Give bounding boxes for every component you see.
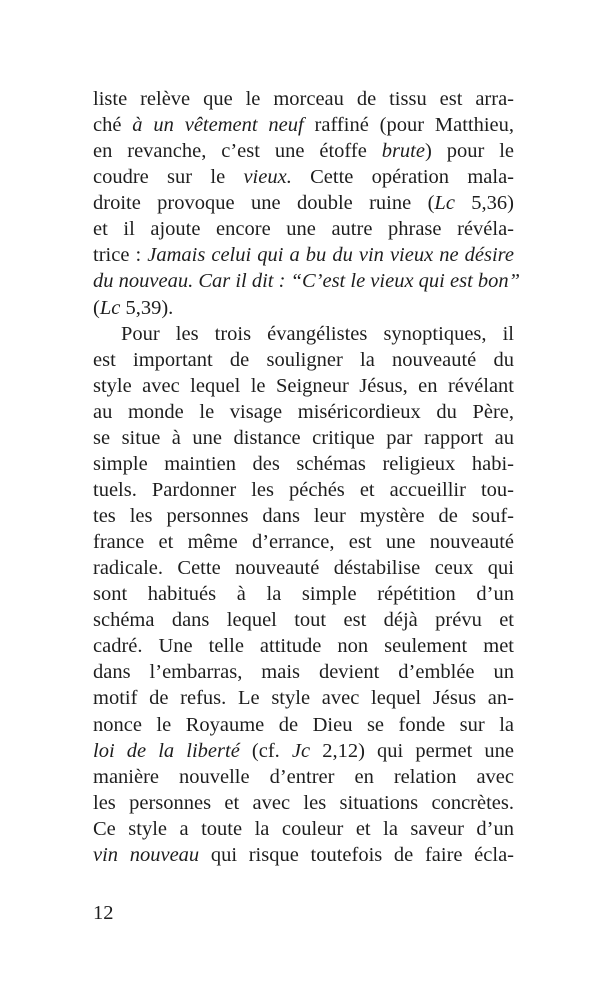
text-line: [93, 190, 514, 216]
italic-text: brute: [381, 140, 425, 163]
text-run: 5,39).: [120, 296, 174, 319]
italic-text: loi de la liberté: [93, 739, 240, 762]
text-run: raffiné (pour Matthieu,: [303, 114, 515, 137]
text-line: [93, 425, 514, 451]
italic-text: du nouveau. Car il dit : “C’est le vieux qui est bon”: [93, 270, 521, 293]
text-run: et il ajoute encore une autre phrase révéla-: [93, 218, 514, 241]
text-line: [93, 477, 514, 503]
text-run: ) pour le: [424, 140, 514, 163]
italic-text: Jc: [291, 739, 311, 762]
text-line: [93, 581, 514, 607]
text-line: [93, 764, 514, 790]
text-run: nonce le Royaume de Dieu se fonde sur la: [93, 713, 514, 736]
text-line: [93, 164, 514, 190]
text-line: [93, 451, 514, 477]
text-run: 5,36): [454, 192, 514, 215]
text-run: liste relève que le morceau de tissu est arra-: [93, 88, 514, 110]
text-run: trice :: [93, 244, 148, 267]
text-run: (cf.: [239, 739, 292, 762]
text-run: radicale. Cette nouveauté déstabilise ceux qui: [93, 557, 514, 580]
italic-text: Lc: [99, 296, 121, 319]
text-run: en revanche, c’est une étoffe: [93, 140, 382, 163]
text-run: sont habitués à la simple répétition d’un: [93, 583, 514, 606]
page-number: 12: [93, 902, 114, 924]
text-line: [93, 347, 514, 373]
text-run: simple maintien des schémas religieux habi-: [93, 452, 514, 475]
text-run: 2,12) qui permet une: [310, 739, 514, 762]
text-line: [93, 138, 514, 164]
text-line: [93, 399, 514, 425]
text-line: [93, 242, 514, 268]
text-run: tuels. Pardonner les péchés et accueillir tou-: [93, 478, 514, 501]
text-line: [93, 216, 514, 242]
italic-text: vin nouveau: [93, 843, 200, 866]
text-line: [93, 112, 514, 138]
text-run: Cette opération mala-: [291, 166, 514, 189]
text-line: [93, 685, 514, 711]
text-run: ché: [93, 114, 133, 137]
text-run: style avec lequel le Seigneur Jésus, en révélant: [93, 374, 514, 397]
text-run: se situe à une distance critique par rapport au: [93, 426, 514, 449]
italic-text: Lc: [434, 192, 455, 215]
text-line: [93, 633, 514, 659]
text-run: droite provoque une double ruine (: [93, 192, 435, 215]
text-line: [93, 86, 514, 112]
text-run: dans l’embarras, mais devient d’emblée un: [93, 661, 514, 684]
text-run: au monde le visage miséricordieux du Père,: [93, 400, 514, 423]
text-line: [93, 816, 514, 842]
text-run: Pour les trois évangélistes synoptiques, il: [121, 322, 514, 345]
text-line: [93, 555, 514, 581]
text-line: [93, 738, 514, 764]
text-line: [93, 529, 514, 555]
text-line: [93, 607, 514, 633]
text-line: [93, 268, 521, 294]
text-line: [93, 321, 514, 347]
text-line: [93, 659, 514, 685]
text-run: cadré. Une telle attitude non seulement met: [93, 635, 514, 658]
text-line: [93, 842, 514, 868]
text-run: motif de refus. Le style avec lequel Jésus an-: [93, 687, 514, 710]
text-run: france et même d’errance, est une nouveauté: [93, 531, 514, 554]
italic-text: vieux.: [243, 166, 292, 189]
text-run: les personnes et avec les situations concrètes.: [93, 791, 514, 814]
text-run: manière nouvelle d’entrer en relation avec: [93, 765, 514, 788]
text-line: [93, 712, 514, 738]
text-run: (: [93, 296, 100, 319]
text-line: [93, 790, 514, 816]
text-run: tes les personnes dans leur mystère de souf-: [93, 505, 514, 527]
text-line: [93, 503, 514, 529]
text-run: coudre sur le: [93, 166, 244, 189]
text-run: est important de souligner la nouveauté du: [93, 348, 514, 371]
text-run: qui risque toutefois de faire écla-: [199, 843, 514, 866]
text-run: schéma dans lequel tout est déjà prévu et: [93, 609, 514, 632]
text-run: Ce style a toute la couleur et la saveur d’un: [93, 817, 514, 840]
italic-text: Jamais celui qui a bu du vin vieux ne désire: [147, 244, 514, 267]
text-line: [93, 373, 514, 399]
body-text: [93, 86, 521, 868]
text-line: [93, 295, 514, 321]
italic-text: à un vêtement neuf: [132, 114, 304, 137]
